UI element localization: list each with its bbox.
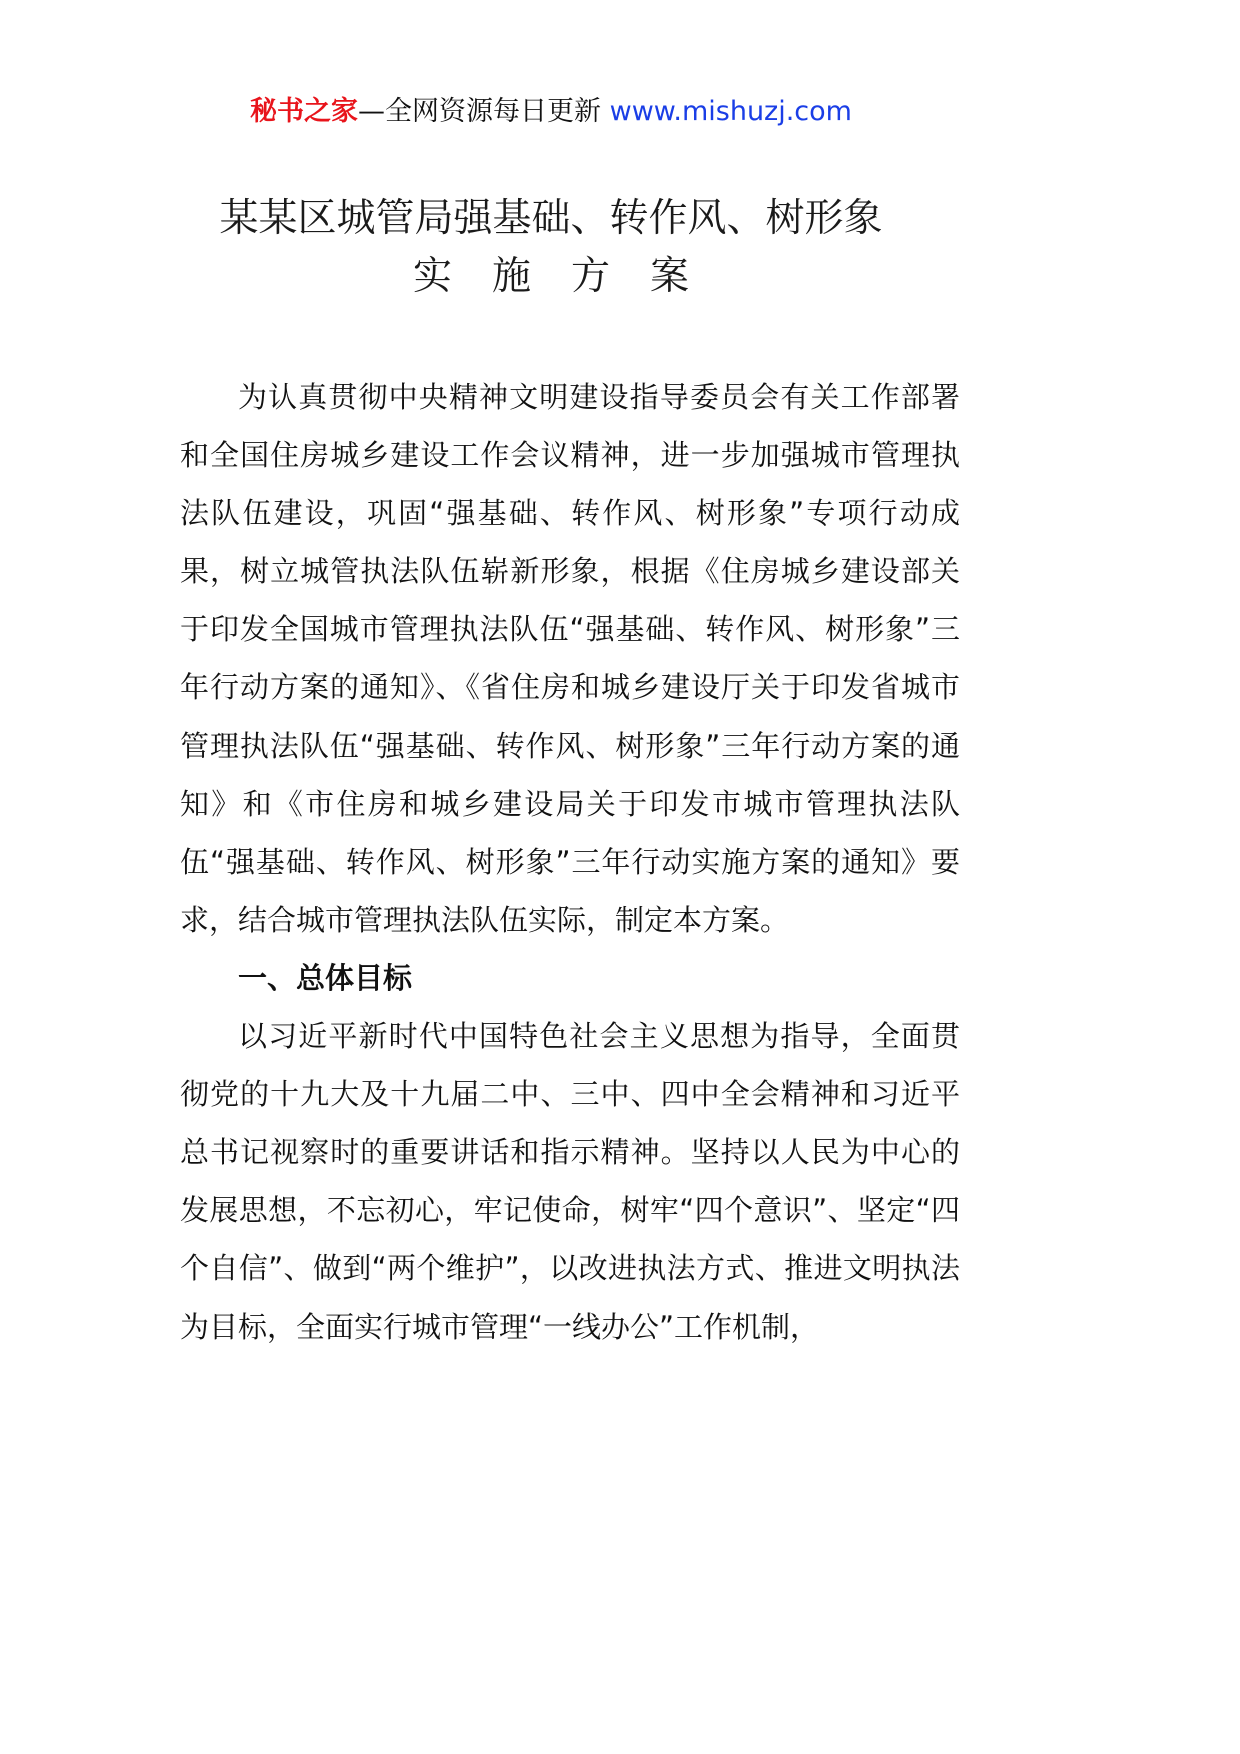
title-line-1: 某某区城管局强基础、转作风、树形象 [219,196,883,241]
header-tagline: —全网资源每日更新 [358,96,602,127]
brand-name[interactable]: 秘书之家 [250,96,359,127]
section-heading-general-goal: 一、总体目标 [238,960,413,995]
document-title [0,190,1102,306]
intro-paragraph: 为认真贯彻中央精神文明建设指导委员会有关工作部署和全国住房城乡建设工作会议精神，进一步加强城市管理执法队伍建设，巩固“强基础、转作风、树形象”专项行动成果，树立城管执法队伍崭新形象，根据《住房城乡建设部关于印发全国城市管理执法队伍“强基础、转作风、树形象”三年行动方案的通知》、《省住房和城乡建设厅关于印发省城市管理执法队伍“强基础、转作风、树形象”三年行动方案的通知》和《市住房和城乡建设局关于印发市城市管理执法队伍“强基础、转作风、树形象”三年行动实施方案的通知》要求，结合城市管理执法队伍实际，制定本方案。 [180,380,960,937]
section-paragraph-general-goal: 以习近平新时代中国特色社会主义思想为指导，全面贯彻党的十九大及十九届二中、三中、四中全会精神和习近平总书记视察时的重要讲话和指示精神。坚持以人民为中心的发展思想，不忘初心，牢记使命，树牢“四个意识”、坚定“四个自信”、做到“两个维护”，以改进执法方式、推进文明执法为目标，全面实行城市管理“一线办公”工作机制， [180,1019,960,1344]
title-line-2: 实施方案 [412,254,729,299]
site-header [0,92,1102,132]
document-body [180,368,960,1356]
site-url-link[interactable]: www.mishuzj.com [609,96,852,127]
